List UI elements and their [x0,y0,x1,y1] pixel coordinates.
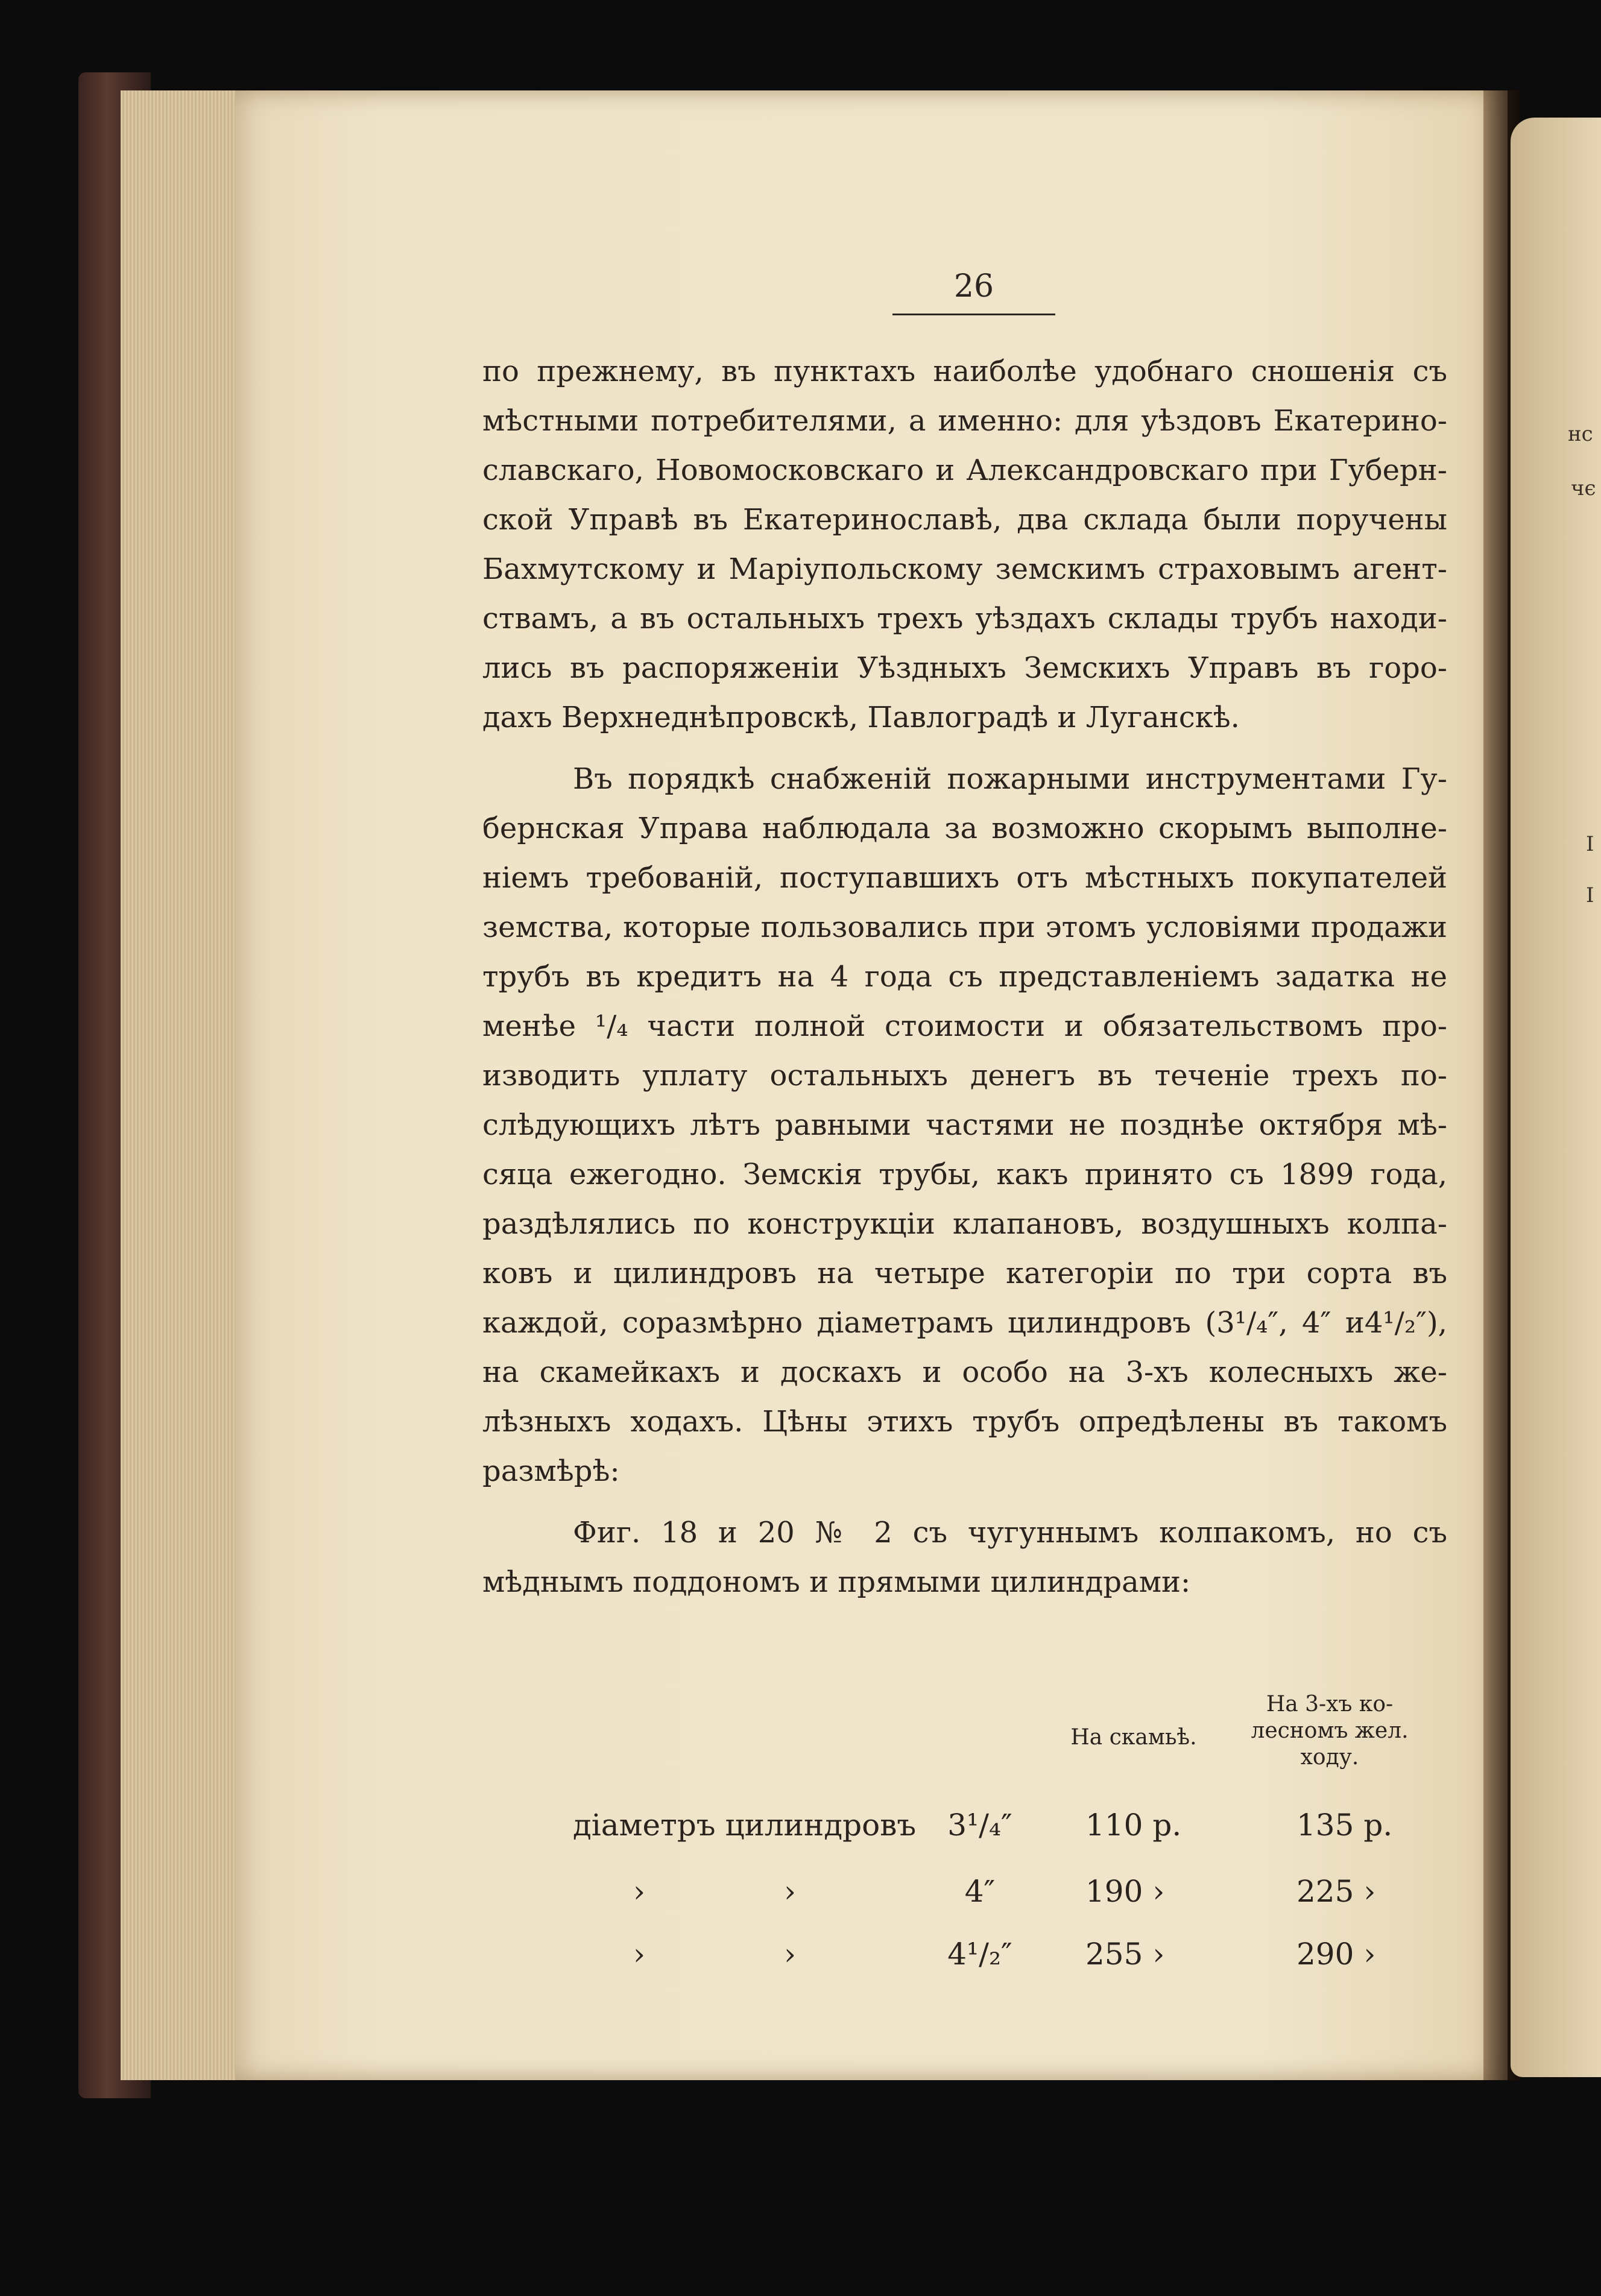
text-line: изводить уплату остальныхъ денегъ въ теченіе трехъ по- [482,1059,1447,1093]
facing-page-fragment: нс [1568,422,1593,446]
text-line: менѣе ¹/₄ части полной стоимости и обязательствомъ про- [482,1009,1447,1043]
text-line: лись въ распоряженіи Уѣздныхъ Земскихъ Управъ въ горо- [482,651,1447,685]
ditto-mark: › [784,1937,796,1972]
text-line: ковъ и цилиндровъ на четыре категоріи по три сорта въ [482,1257,1447,1290]
text-line: трубъ въ кредитъ на 4 года съ представленіемъ задатка не [482,960,1447,994]
text-line: каждой, соразмѣрно діаметрамъ цилиндровъ (3¹/₄″, 4″ и4¹/₂″), [482,1306,1447,1340]
facing-page-fragment: I [1586,883,1594,907]
text-line: сяца ежегодно. Земскія трубы, какъ принято съ 1899 года, [482,1158,1447,1191]
text-line: ствамъ, а въ остальныхъ трехъ уѣздахъ склады трубъ находи- [482,602,1447,636]
text-line: раздѣлялись по конструкціи клапановъ, воздушныхъ колпа- [482,1207,1447,1241]
facing-page-fragment: чє [1571,476,1596,500]
page-number-rule [892,314,1055,315]
text-line: размѣрѣ: [482,1454,620,1488]
wheel-price-cell: 225 › [1296,1874,1376,1909]
ditto-mark: › [633,1874,645,1909]
text-line: лѣзныхъ ходахъ. Цѣны этихъ трубъ опредѣлены въ такомъ [482,1405,1447,1439]
wheel-price-cell: 135 р. [1296,1808,1393,1843]
page-number: 26 [953,268,994,304]
text-line: мѣстными потребителями, а именно: для уѣздовъ Екатерино- [482,404,1447,438]
text-line: бернская Управа наблюдала за возможно скорымъ выполне- [482,812,1447,845]
facing-page [1511,118,1601,2077]
paragraph [482,754,1447,1496]
table-row [482,1808,1447,1856]
text-line: на скамейкахъ и доскахъ и особо на 3-хъ колесныхъ же- [482,1355,1447,1389]
column-header-bench: На скамьѣ. [1070,1725,1197,1750]
text-line: дахъ Верхнеднѣпровскѣ, Павлоградѣ и Луганскѣ. [482,701,1240,734]
diameter-cell: 4″ [964,1874,996,1909]
facing-page-fragment: I [1586,832,1594,856]
bench-price-cell: 255 › [1085,1937,1165,1972]
row-label: діаметръ цилиндровъ [573,1808,917,1843]
column-header-line: На 3-хъ ко- [1266,1692,1394,1717]
column-header-line: ходу. [1300,1745,1359,1770]
diameter-cell: 4¹/₂″ [947,1937,1012,1972]
text-line: ской Управѣ въ Екатеринославѣ, два склада были поручены [482,503,1447,537]
text-line: мѣднымъ поддономъ и прямыми цилиндрами: [482,1565,1191,1599]
body-text [482,347,1447,1607]
table-row [482,1874,1447,1922]
diameter-cell: 3¹/₄″ [947,1808,1012,1843]
text-line: славскаго, Новомосковскаго и Александровскаго при Губерн- [482,453,1447,487]
text-line: ніемъ требованій, поступавшихъ отъ мѣстныхъ покупателей [482,861,1447,895]
text-line: земства, которые пользовались при этомъ условіями продажи [482,910,1447,944]
paragraph [482,1508,1447,1607]
bench-price-cell: 190 › [1085,1874,1165,1909]
bench-price-cell: 110 р. [1085,1808,1182,1843]
text-line: Фиг. 18 и 20 № 2 съ чугуннымъ колпакомъ, но съ [573,1516,1447,1550]
wheel-price-cell: 290 › [1296,1937,1376,1972]
page-stack-edge [121,90,247,2080]
table-row [482,1937,1447,1985]
text-line: Въ порядкѣ снабженій пожарными инструментами Гу- [573,762,1447,796]
text-line: Бахмутскому и Маріупольскому земскимъ страховымъ агент- [482,552,1447,586]
text-line: слѣдующихъ лѣтъ равными частями не позднѣе октября мѣ- [482,1108,1447,1142]
ditto-mark: › [633,1937,645,1972]
column-header-wheel [1233,1691,1426,1771]
paragraph [482,347,1447,742]
column-header-line: лесномъ жел. [1251,1718,1409,1743]
text-line: по прежнему, въ пунктахъ наиболѣе удобнаго сношенія съ [482,355,1447,388]
ditto-mark: › [784,1874,796,1909]
